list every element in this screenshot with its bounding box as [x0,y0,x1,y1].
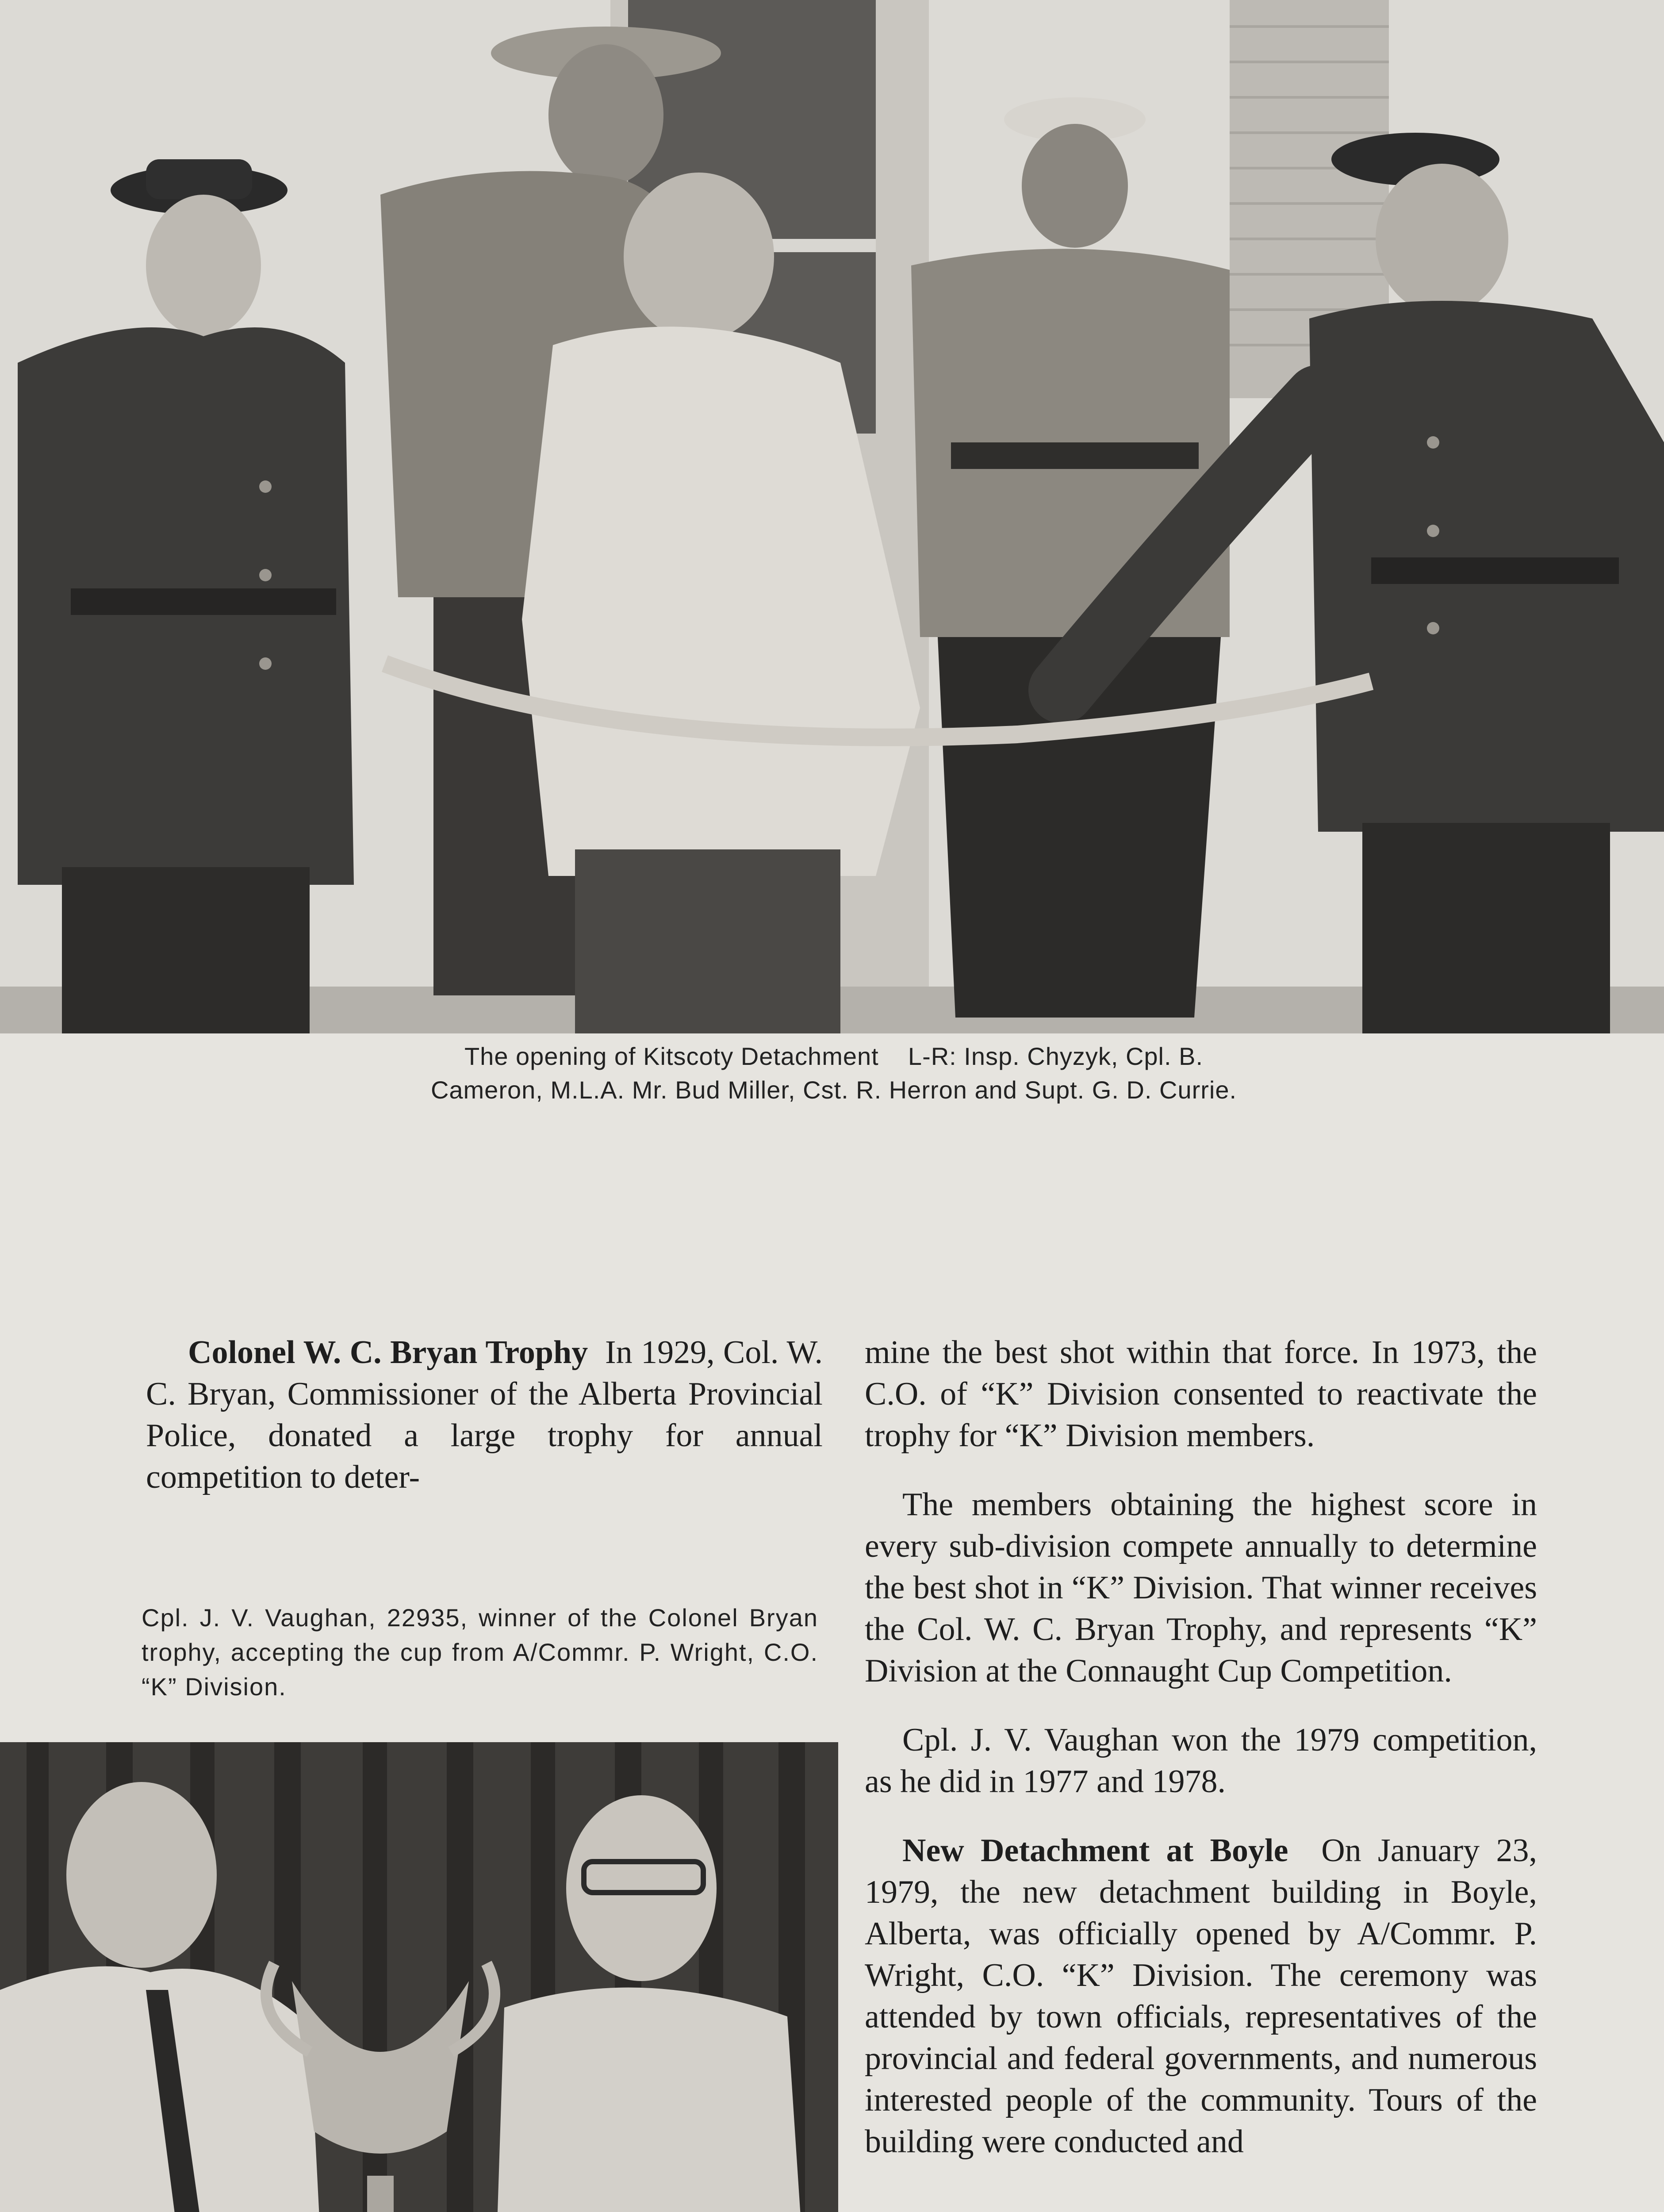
kitscoty-opening-photo [0,0,1664,1033]
boyle-text: On January 23, 1979, the new detachment building in Boyle, Alberta, was officially opened by A/Commr. P. Wright, C.O. “K” Division. The ceremony was attended by town officials, representatives of the provincial and federal governments, and numerous interested people of the community. Tours of the building were conducted and [865,1832,1537,2160]
members-paragraph: The members obtaining the highest score in every sub-division compete annually to determine the best shot in “K” Division. That winner receives the Col. W. C. Bryan Trophy, and represents “K” Division at the Connaught Cup Competition. [865,1486,1537,1689]
article-right-column [865,1332,1537,2190]
bryan-trophy-text-left: In 1929, Col. W. C. Bryan, Commissioner of the Alberta Provincial Police, donated a large trophy for annual competition to deter- [146,1334,823,1495]
boyle-heading: New Detachment at Boyle [902,1832,1288,1869]
bryan-trophy-paragraph-start [146,1332,823,1498]
trophy-photo-caption: Cpl. J. V. Vaughan, 22935, winner of the Colonel Bryan trophy, accepting the cup from A/Commr. P. Wright, C.O. “K” Division. [142,1604,818,1701]
trophy-photo-illustration [0,1742,838,2212]
bryan-trophy-text-right: mine the best shot within that force. In 1973, the C.O. of “K” Division consented to reactivate the trophy for “K” Division members. [865,1334,1537,1454]
vaughan-paragraph: Cpl. J. V. Vaughan won the 1979 competition, as he did in 1977 and 1978. [865,1722,1537,1800]
article-left-column [146,1332,823,1525]
boyle-detachment-paragraph [865,1830,1537,2162]
trophy-presentation-photo [0,1742,838,2212]
top-caption-line-1: The opening of Kitscoty Detachment L-R: Insp. Chyzyk, Cpl. B. [464,1042,1204,1070]
kitscoty-photo-illustration [0,0,1664,1033]
bryan-trophy-heading: Colonel W. C. Bryan Trophy [188,1334,588,1371]
top-photo-caption [248,1040,1420,1107]
top-caption-line-2: Cameron, M.L.A. Mr. Bud Miller, Cst. R. Herron and Supt. G. D. Currie. [430,1076,1237,1104]
